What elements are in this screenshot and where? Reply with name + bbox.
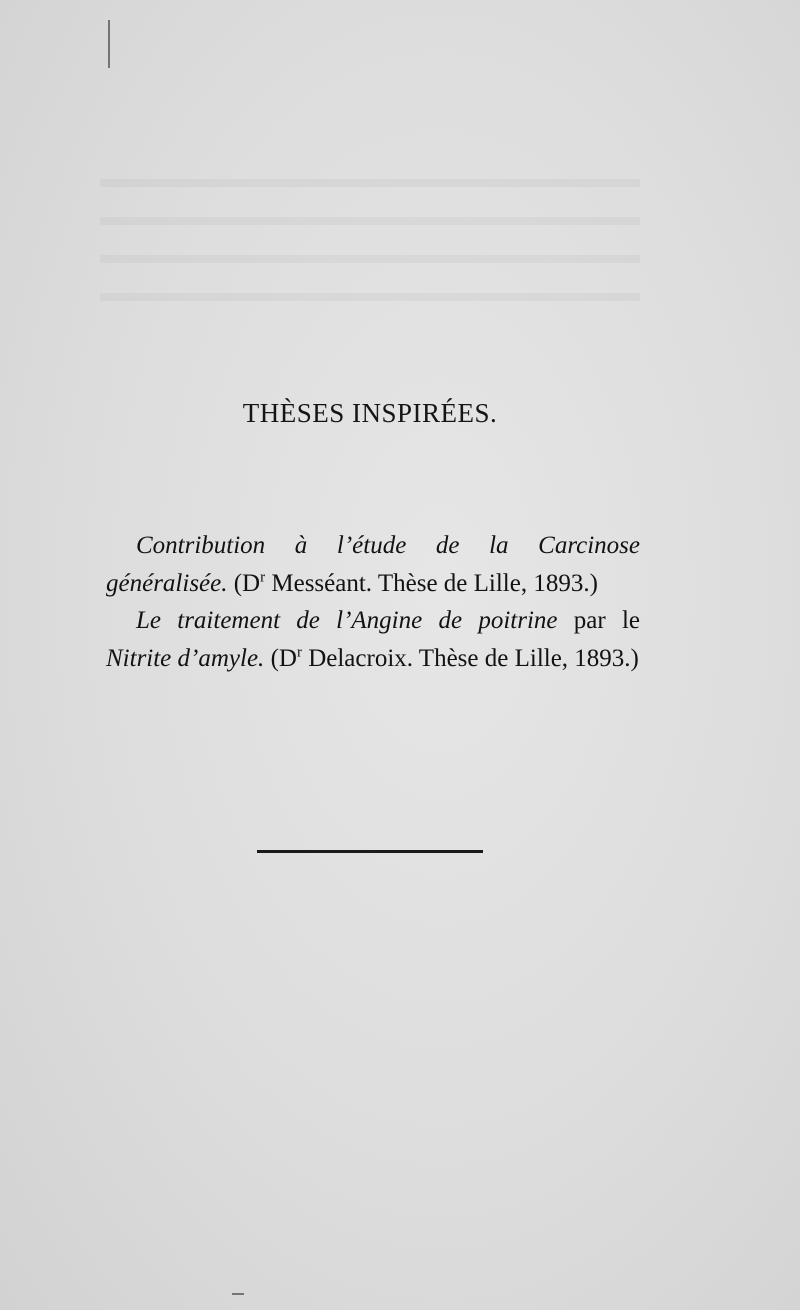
thesis-entry (106, 527, 640, 602)
thesis-entry (106, 602, 640, 677)
thesis-reference: ($D^r$ Messéant. Thèse de Lille, 1893.) (233, 569, 598, 597)
section-heading: THÈSES INSPIRÉES. (242, 398, 498, 428)
margin-mark (108, 20, 110, 68)
thesis-reference: ($D^r$ Delacroix. Thèse de Lille, 1893.) (264, 644, 639, 672)
bleed-through-text (100, 165, 640, 325)
thesis-title: Contribution à l’étude de la Carcinose généralisée. (106, 532, 640, 597)
thesis-list (106, 527, 640, 677)
thesis-title-continued: Nitrite d’amyle. (106, 644, 265, 672)
end-rule (257, 850, 483, 853)
page-speck (232, 1293, 244, 1295)
thesis-connector: par le (557, 607, 641, 634)
thesis-title: Le traitement de l’Angine de poitrine (136, 607, 558, 634)
